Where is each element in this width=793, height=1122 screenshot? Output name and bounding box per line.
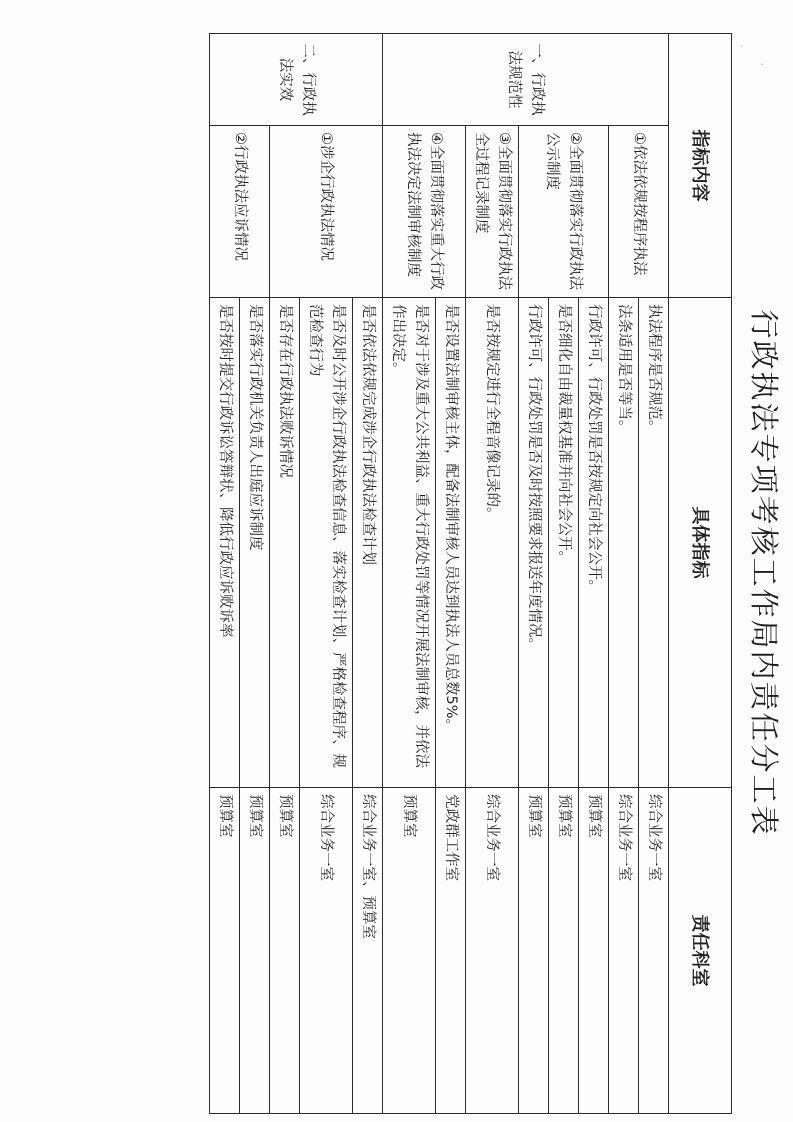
office-cell: 综合业务一室、预算室 — [353, 788, 383, 1114]
item-cell: ①涉企行政执法情况 — [270, 126, 383, 298]
header-indicator: 具体指标 — [669, 298, 732, 788]
indicator-cell: 行政许可、行政处罚是否按规定向社会公开。 — [579, 298, 609, 788]
office-cell: 预算室 — [383, 788, 436, 1114]
indicator-cell: 是否细化自由裁量权基准并向社会公开。 — [549, 298, 579, 788]
indicator-cell: 是否存在行政执法败诉情况 — [270, 298, 300, 788]
table-row — [466, 34, 519, 1114]
table-row — [436, 34, 466, 1114]
rotated-document — [94, 33, 793, 1113]
office-cell: 综合业务一室 — [466, 788, 519, 1114]
office-cell: 党政群工作室 — [436, 788, 466, 1114]
indicator-cell: 执法程序是否规范。 — [639, 298, 669, 788]
item-cell: ③全面贯彻落实行政执法全过程记录制度 — [466, 126, 519, 298]
office-cell: 综合业务一室 — [639, 788, 669, 1114]
office-cell: 综合业务一室 — [300, 788, 353, 1114]
office-cell: 预算室 — [270, 788, 300, 1114]
indicator-cell: 是否按时提交行政诉讼答辩状、降低行政应诉败诉率 — [210, 298, 240, 788]
office-cell: 预算室 — [579, 788, 609, 1114]
indicator-cell: 是否按规定进行全程音像记录的。 — [466, 298, 519, 788]
indicator-cell: 是否对于涉及重大公共利益、重大行政处罚等情况开展法制审核，并依法作出决定。 — [383, 298, 436, 788]
office-cell: 综合业务一室 — [609, 788, 639, 1114]
indicator-cell: 是否及时公开涉企行政执法检查信息、落实检查计划、严格检查程序、规范检查行为 — [300, 298, 353, 788]
office-cell: 预算室 — [549, 788, 579, 1114]
indicator-cell: 法条适用是否等当。 — [609, 298, 639, 788]
indicator-cell: 是否依法依规完成涉企行政执法检查计划 — [353, 298, 383, 788]
scan-speck: · — [760, 58, 764, 71]
indicator-cell: 是否落实行政机关负责人出庭应诉制度 — [240, 298, 270, 788]
table-row — [353, 34, 383, 1114]
responsibility-table — [209, 33, 732, 1114]
item-cell: ④全面贯彻落实重大行政执法决定法制审核制度 — [383, 126, 466, 298]
office-cell: 预算室 — [210, 788, 240, 1114]
header-office: 责任科室 — [669, 788, 732, 1114]
table-row — [639, 34, 669, 1114]
item-cell: ②全面贯彻落实行政执法公示制度 — [519, 126, 609, 298]
office-cell: 预算室 — [240, 788, 270, 1114]
document-title: 行政执法专项考核工作局内责任分工表 — [747, 309, 781, 837]
category-cell: 二、行政执法实效 — [210, 34, 383, 126]
office-cell: 预算室 — [519, 788, 549, 1114]
category-cell: 一、行政执法规范性 — [383, 34, 669, 126]
table-header-row — [669, 34, 732, 1114]
scan-speck: · — [740, 40, 744, 53]
table-row — [240, 34, 270, 1114]
indicator-cell: 是否设置法制审核主体，配备法制审核人员达到执法人员总数5%。 — [436, 298, 466, 788]
indicator-cell: 行政许可、行政处罚是否及时按照要求报送年度情况。 — [519, 298, 549, 788]
header-category: 指标内容 — [669, 34, 732, 298]
item-cell: ①依法依规按程序执法 — [609, 126, 669, 298]
table-row — [579, 34, 609, 1114]
item-cell: ②行政执法应诉情况 — [210, 126, 270, 298]
